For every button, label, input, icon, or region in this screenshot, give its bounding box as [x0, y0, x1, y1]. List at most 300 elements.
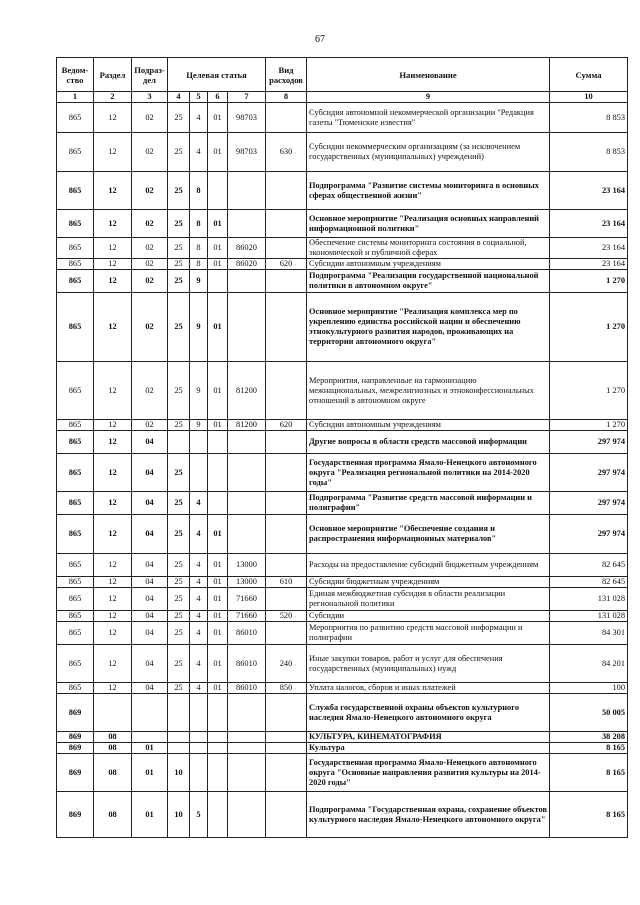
- podrazdel-cell: 04: [132, 577, 168, 588]
- target-code-2: 4: [190, 554, 208, 577]
- target-code-4: 86010: [228, 622, 266, 645]
- sum-cell: 131 028: [550, 588, 628, 611]
- ved-cell: 869: [57, 754, 94, 792]
- ved-cell: 869: [57, 792, 94, 838]
- name-cell: Подпрограмма "Развитие средств массовой информации и полиграфии": [307, 492, 550, 515]
- name-cell: Государственная программа Ямало-Ненецкого автономного округа "Реализация региональной политики на 2014-2020 годы": [307, 454, 550, 492]
- table-row: [57, 611, 628, 622]
- target-code-4: [228, 515, 266, 554]
- target-code-3: 01: [208, 622, 228, 645]
- table-row: [57, 683, 628, 694]
- target-code-4: 86010: [228, 645, 266, 683]
- sum-cell: 297 974: [550, 454, 628, 492]
- target-code-2: 9: [190, 293, 208, 362]
- target-code-1: 25: [168, 210, 190, 238]
- target-code-3: [208, 431, 228, 454]
- index-row: [57, 92, 628, 103]
- table-row: [57, 622, 628, 645]
- razdel-cell: 12: [94, 588, 132, 611]
- name-cell: Служба государственной охраны объектов культурного наследия Ямало-Ненецкого автономного округа: [307, 694, 550, 732]
- ved-cell: 865: [57, 454, 94, 492]
- header-sum: Сумма: [550, 58, 628, 92]
- target-code-3: 01: [208, 577, 228, 588]
- target-code-1: 25: [168, 683, 190, 694]
- podrazdel-cell: 02: [132, 133, 168, 172]
- index-cell: 10: [550, 92, 628, 103]
- target-code-4: 13000: [228, 554, 266, 577]
- target-code-3: 01: [208, 588, 228, 611]
- target-code-3: 01: [208, 515, 228, 554]
- razdel-cell: [94, 694, 132, 732]
- name-cell: Другие вопросы в области средств массовой информации: [307, 431, 550, 454]
- table-row: [57, 362, 628, 420]
- table-body: [57, 103, 628, 838]
- ved-cell: 869: [57, 743, 94, 754]
- table-row: [57, 270, 628, 293]
- razdel-cell: 08: [94, 754, 132, 792]
- name-cell: Подпрограмма "Развитие системы мониторинга в основных сферах общественной жизни": [307, 172, 550, 210]
- ved-cell: 865: [57, 133, 94, 172]
- target-code-2: 4: [190, 577, 208, 588]
- target-code-1: 25: [168, 611, 190, 622]
- target-code-1: 10: [168, 792, 190, 838]
- name-cell: Единая межбюджетная субсидия в области реализации региональной политики: [307, 588, 550, 611]
- razdel-cell: 12: [94, 270, 132, 293]
- ved-cell: 865: [57, 683, 94, 694]
- name-cell: Субсидия автономной некоммерческой организации "Редакция газеты "Тюменские известия": [307, 103, 550, 133]
- table-row: [57, 554, 628, 577]
- name-cell: Субсидии некоммерческим организациям (за исключением государственных (муниципальных) учреждений): [307, 133, 550, 172]
- target-code-2: [190, 431, 208, 454]
- index-cell: 4: [168, 92, 190, 103]
- sum-cell: 84 201: [550, 645, 628, 683]
- target-code-2: 4: [190, 492, 208, 515]
- target-code-1: 25: [168, 492, 190, 515]
- target-code-3: 01: [208, 645, 228, 683]
- target-code-1: 25: [168, 172, 190, 210]
- podrazdel-cell: 01: [132, 792, 168, 838]
- ved-cell: 865: [57, 492, 94, 515]
- razdel-cell: 12: [94, 611, 132, 622]
- target-code-3: [208, 694, 228, 732]
- podrazdel-cell: 04: [132, 454, 168, 492]
- sum-cell: 8 165: [550, 743, 628, 754]
- sum-cell: 100: [550, 683, 628, 694]
- razdel-cell: 08: [94, 792, 132, 838]
- expense-type-cell: [266, 792, 307, 838]
- table-row: [57, 210, 628, 238]
- target-code-2: 8: [190, 172, 208, 210]
- podrazdel-cell: 01: [132, 754, 168, 792]
- razdel-cell: 12: [94, 362, 132, 420]
- header-razdel: Раздел: [94, 58, 132, 92]
- target-code-4: [228, 172, 266, 210]
- table-row: [57, 431, 628, 454]
- razdel-cell: 12: [94, 103, 132, 133]
- target-code-2: [190, 743, 208, 754]
- target-code-3: 01: [208, 259, 228, 270]
- target-code-2: 8: [190, 210, 208, 238]
- podrazdel-cell: 04: [132, 554, 168, 577]
- target-code-4: [228, 270, 266, 293]
- sum-cell: 38 208: [550, 732, 628, 743]
- name-cell: Расходы на предоставление субсидий бюджетным учреждениям: [307, 554, 550, 577]
- expense-type-cell: [266, 622, 307, 645]
- table-row: [57, 103, 628, 133]
- razdel-cell: 12: [94, 133, 132, 172]
- index-cell: 1: [57, 92, 94, 103]
- sum-cell: 23 164: [550, 210, 628, 238]
- ved-cell: 865: [57, 270, 94, 293]
- target-code-1: 25: [168, 362, 190, 420]
- target-code-2: 5: [190, 792, 208, 838]
- name-cell: Подпрограмма "Реализация государственной национальной политики в автономном округе": [307, 270, 550, 293]
- sum-cell: 82 645: [550, 554, 628, 577]
- name-cell: КУЛЬТУРА, КИНЕМАТОГРАФИЯ: [307, 732, 550, 743]
- podrazdel-cell: 04: [132, 645, 168, 683]
- name-cell: Мероприятия, направленные на гармонизацию межнациональных, межрелигиозных и этноконфессиональных отношений в автономном округе: [307, 362, 550, 420]
- table-row: [57, 645, 628, 683]
- target-code-3: 01: [208, 103, 228, 133]
- target-code-3: 01: [208, 554, 228, 577]
- podrazdel-cell: 02: [132, 238, 168, 259]
- target-code-1: [168, 732, 190, 743]
- expense-type-cell: [266, 362, 307, 420]
- podrazdel-cell: 02: [132, 210, 168, 238]
- ved-cell: 865: [57, 210, 94, 238]
- target-code-4: [228, 492, 266, 515]
- table-row: [57, 515, 628, 554]
- target-code-1: 25: [168, 454, 190, 492]
- razdel-cell: 12: [94, 431, 132, 454]
- razdel-cell: 12: [94, 293, 132, 362]
- razdel-cell: 12: [94, 622, 132, 645]
- expense-type-cell: 620: [266, 420, 307, 431]
- target-code-2: [190, 754, 208, 792]
- target-code-2: 4: [190, 103, 208, 133]
- ved-cell: 869: [57, 694, 94, 732]
- ved-cell: 865: [57, 172, 94, 210]
- target-code-2: 4: [190, 588, 208, 611]
- sum-cell: 50 005: [550, 694, 628, 732]
- razdel-cell: 12: [94, 645, 132, 683]
- table-row: [57, 792, 628, 838]
- podrazdel-cell: 04: [132, 431, 168, 454]
- sum-cell: 1 270: [550, 293, 628, 362]
- name-cell: Основное мероприятие "Реализация основных направлений информационной политики": [307, 210, 550, 238]
- page-number: 67: [315, 34, 325, 45]
- razdel-cell: 12: [94, 172, 132, 210]
- target-code-2: 4: [190, 133, 208, 172]
- expense-type-cell: [266, 554, 307, 577]
- name-cell: Субсидии бюджетным учреждениям: [307, 577, 550, 588]
- target-code-4: 98703: [228, 103, 266, 133]
- target-code-1: 25: [168, 515, 190, 554]
- name-cell: Основное мероприятие "Обеспечение создания и распространения информационных материалов": [307, 515, 550, 554]
- target-code-4: 71660: [228, 588, 266, 611]
- sum-cell: 131 028: [550, 611, 628, 622]
- index-cell: 7: [228, 92, 266, 103]
- target-code-3: 01: [208, 133, 228, 172]
- index-cell: 3: [132, 92, 168, 103]
- expense-type-cell: 610: [266, 577, 307, 588]
- sum-cell: 23 164: [550, 259, 628, 270]
- target-code-4: 86020: [228, 238, 266, 259]
- target-code-3: [208, 492, 228, 515]
- razdel-cell: 08: [94, 732, 132, 743]
- target-code-2: 4: [190, 622, 208, 645]
- razdel-cell: 12: [94, 515, 132, 554]
- podrazdel-cell: 02: [132, 172, 168, 210]
- target-code-1: 25: [168, 270, 190, 293]
- target-code-4: [228, 210, 266, 238]
- table-row: [57, 743, 628, 754]
- target-code-2: 4: [190, 611, 208, 622]
- ved-cell: 865: [57, 622, 94, 645]
- expense-type-cell: [266, 431, 307, 454]
- table-row: [57, 133, 628, 172]
- ved-cell: 865: [57, 645, 94, 683]
- expense-type-cell: [266, 732, 307, 743]
- target-code-1: 25: [168, 238, 190, 259]
- target-code-4: 13000: [228, 577, 266, 588]
- table-row: [57, 238, 628, 259]
- index-cell: 9: [307, 92, 550, 103]
- expense-type-cell: 520: [266, 611, 307, 622]
- sum-cell: 84 301: [550, 622, 628, 645]
- target-code-1: 25: [168, 420, 190, 431]
- table-row: [57, 694, 628, 732]
- target-code-2: 4: [190, 515, 208, 554]
- header-vid: Вид расходов: [266, 58, 307, 92]
- name-cell: Подпрограмма "Государственная охрана, сохранение объектов культурного наследия Ямало-Ненецкого автономного округа": [307, 792, 550, 838]
- table-row: [57, 420, 628, 431]
- target-code-1: 25: [168, 293, 190, 362]
- name-cell: Основное мероприятие "Реализация комплекса мер по укреплению единства российской нации и обеспечению этнокультурного развития народов, проживающих на территории автономного округа": [307, 293, 550, 362]
- target-code-4: [228, 754, 266, 792]
- header-row: [57, 58, 628, 92]
- table-row: [57, 259, 628, 270]
- target-code-1: 25: [168, 133, 190, 172]
- target-code-4: 71660: [228, 611, 266, 622]
- ved-cell: 865: [57, 431, 94, 454]
- target-code-1: 25: [168, 103, 190, 133]
- ved-cell: 865: [57, 103, 94, 133]
- expense-type-cell: 630: [266, 133, 307, 172]
- podrazdel-cell: 02: [132, 103, 168, 133]
- target-code-2: 9: [190, 420, 208, 431]
- target-code-2: 9: [190, 362, 208, 420]
- target-code-4: [228, 293, 266, 362]
- target-code-3: [208, 732, 228, 743]
- razdel-cell: 12: [94, 259, 132, 270]
- podrazdel-cell: 02: [132, 293, 168, 362]
- expense-type-cell: [266, 754, 307, 792]
- podrazdel-cell: 02: [132, 270, 168, 293]
- sum-cell: 8 165: [550, 792, 628, 838]
- target-code-3: [208, 172, 228, 210]
- target-code-4: 86010: [228, 683, 266, 694]
- table-row: [57, 172, 628, 210]
- ved-cell: 865: [57, 515, 94, 554]
- expense-type-cell: [266, 492, 307, 515]
- target-code-4: 86020: [228, 259, 266, 270]
- sum-cell: 8 853: [550, 103, 628, 133]
- razdel-cell: 12: [94, 420, 132, 431]
- expense-type-cell: 620: [266, 259, 307, 270]
- target-code-4: 81200: [228, 362, 266, 420]
- target-code-3: [208, 792, 228, 838]
- sum-cell: 297 974: [550, 431, 628, 454]
- razdel-cell: 12: [94, 454, 132, 492]
- ved-cell: 869: [57, 732, 94, 743]
- ved-cell: 865: [57, 259, 94, 270]
- podrazdel-cell: 04: [132, 683, 168, 694]
- name-cell: Культура: [307, 743, 550, 754]
- target-code-2: [190, 694, 208, 732]
- index-cell: 8: [266, 92, 307, 103]
- podrazdel-cell: 02: [132, 420, 168, 431]
- target-code-3: [208, 454, 228, 492]
- target-code-3: 01: [208, 611, 228, 622]
- index-cell: 5: [190, 92, 208, 103]
- target-code-2: 4: [190, 645, 208, 683]
- target-code-1: 10: [168, 754, 190, 792]
- sum-cell: 1 270: [550, 420, 628, 431]
- target-code-4: [228, 431, 266, 454]
- sum-cell: 1 270: [550, 270, 628, 293]
- sum-cell: 23 164: [550, 172, 628, 210]
- podrazdel-cell: 04: [132, 515, 168, 554]
- ved-cell: 865: [57, 577, 94, 588]
- target-code-3: 01: [208, 362, 228, 420]
- target-code-1: 25: [168, 577, 190, 588]
- target-code-2: [190, 454, 208, 492]
- table-row: [57, 492, 628, 515]
- table-row: [57, 732, 628, 743]
- ved-cell: 865: [57, 420, 94, 431]
- expense-type-cell: [266, 293, 307, 362]
- podrazdel-cell: [132, 732, 168, 743]
- target-code-4: [228, 743, 266, 754]
- header-tselevaya: Целевая статья: [168, 58, 266, 92]
- target-code-1: 25: [168, 259, 190, 270]
- index-cell: 6: [208, 92, 228, 103]
- razdel-cell: 12: [94, 492, 132, 515]
- target-code-2: 9: [190, 270, 208, 293]
- target-code-2: 8: [190, 259, 208, 270]
- target-code-3: 01: [208, 420, 228, 431]
- ved-cell: 865: [57, 611, 94, 622]
- target-code-4: [228, 792, 266, 838]
- podrazdel-cell: 02: [132, 362, 168, 420]
- ved-cell: 865: [57, 293, 94, 362]
- sum-cell: 82 645: [550, 577, 628, 588]
- sum-cell: 8 853: [550, 133, 628, 172]
- target-code-2: [190, 732, 208, 743]
- target-code-1: [168, 694, 190, 732]
- name-cell: Субсидии автономным учреждениям: [307, 259, 550, 270]
- expense-type-cell: [266, 694, 307, 732]
- name-cell: Государственная программа Ямало-Ненецкого автономного округа "Основные направления развития культуры на 2014-2020 годы": [307, 754, 550, 792]
- index-cell: 2: [94, 92, 132, 103]
- sum-cell: 297 974: [550, 492, 628, 515]
- expense-type-cell: [266, 454, 307, 492]
- target-code-4: 98703: [228, 133, 266, 172]
- target-code-3: [208, 743, 228, 754]
- name-cell: Мероприятия по развитию средств массовой информации и полиграфии: [307, 622, 550, 645]
- sum-cell: 1 270: [550, 362, 628, 420]
- podrazdel-cell: 04: [132, 492, 168, 515]
- budget-table: [56, 57, 628, 838]
- name-cell: Субсидии автономным учреждениям: [307, 420, 550, 431]
- razdel-cell: 08: [94, 743, 132, 754]
- podrazdel-cell: [132, 694, 168, 732]
- target-code-3: 01: [208, 683, 228, 694]
- sum-cell: 297 974: [550, 515, 628, 554]
- podrazdel-cell: 01: [132, 743, 168, 754]
- name-cell: Субсидии: [307, 611, 550, 622]
- razdel-cell: 12: [94, 683, 132, 694]
- target-code-4: 81200: [228, 420, 266, 431]
- target-code-3: [208, 270, 228, 293]
- target-code-2: 4: [190, 683, 208, 694]
- expense-type-cell: [266, 270, 307, 293]
- header-name: Наименование: [307, 58, 550, 92]
- table-row: [57, 293, 628, 362]
- table-row: [57, 577, 628, 588]
- razdel-cell: 12: [94, 210, 132, 238]
- sum-cell: 23 164: [550, 238, 628, 259]
- podrazdel-cell: 04: [132, 611, 168, 622]
- podrazdel-cell: 04: [132, 622, 168, 645]
- expense-type-cell: [266, 515, 307, 554]
- target-code-1: [168, 431, 190, 454]
- expense-type-cell: [266, 238, 307, 259]
- target-code-1: 25: [168, 588, 190, 611]
- ved-cell: 865: [57, 554, 94, 577]
- target-code-1: 25: [168, 622, 190, 645]
- expense-type-cell: [266, 743, 307, 754]
- target-code-1: 25: [168, 645, 190, 683]
- target-code-4: [228, 694, 266, 732]
- target-code-2: 8: [190, 238, 208, 259]
- table-row: [57, 754, 628, 792]
- target-code-3: 01: [208, 210, 228, 238]
- expense-type-cell: [266, 210, 307, 238]
- name-cell: Обеспечение системы мониторинга состояния в социальной, экономической и публичной сферах: [307, 238, 550, 259]
- ved-cell: 865: [57, 588, 94, 611]
- expense-type-cell: [266, 172, 307, 210]
- target-code-3: 01: [208, 293, 228, 362]
- target-code-4: [228, 454, 266, 492]
- target-code-3: 01: [208, 238, 228, 259]
- expense-type-cell: [266, 103, 307, 133]
- podrazdel-cell: 04: [132, 588, 168, 611]
- expense-type-cell: 240: [266, 645, 307, 683]
- razdel-cell: 12: [94, 577, 132, 588]
- target-code-3: [208, 754, 228, 792]
- razdel-cell: 12: [94, 238, 132, 259]
- name-cell: Иные закупки товаров, работ и услуг для обеспечения государственных (муниципальных) нужд: [307, 645, 550, 683]
- ved-cell: 865: [57, 362, 94, 420]
- target-code-1: [168, 743, 190, 754]
- sum-cell: 8 165: [550, 754, 628, 792]
- razdel-cell: 12: [94, 554, 132, 577]
- target-code-4: [228, 732, 266, 743]
- ved-cell: 865: [57, 238, 94, 259]
- header-ved: Ведом-ство: [57, 58, 94, 92]
